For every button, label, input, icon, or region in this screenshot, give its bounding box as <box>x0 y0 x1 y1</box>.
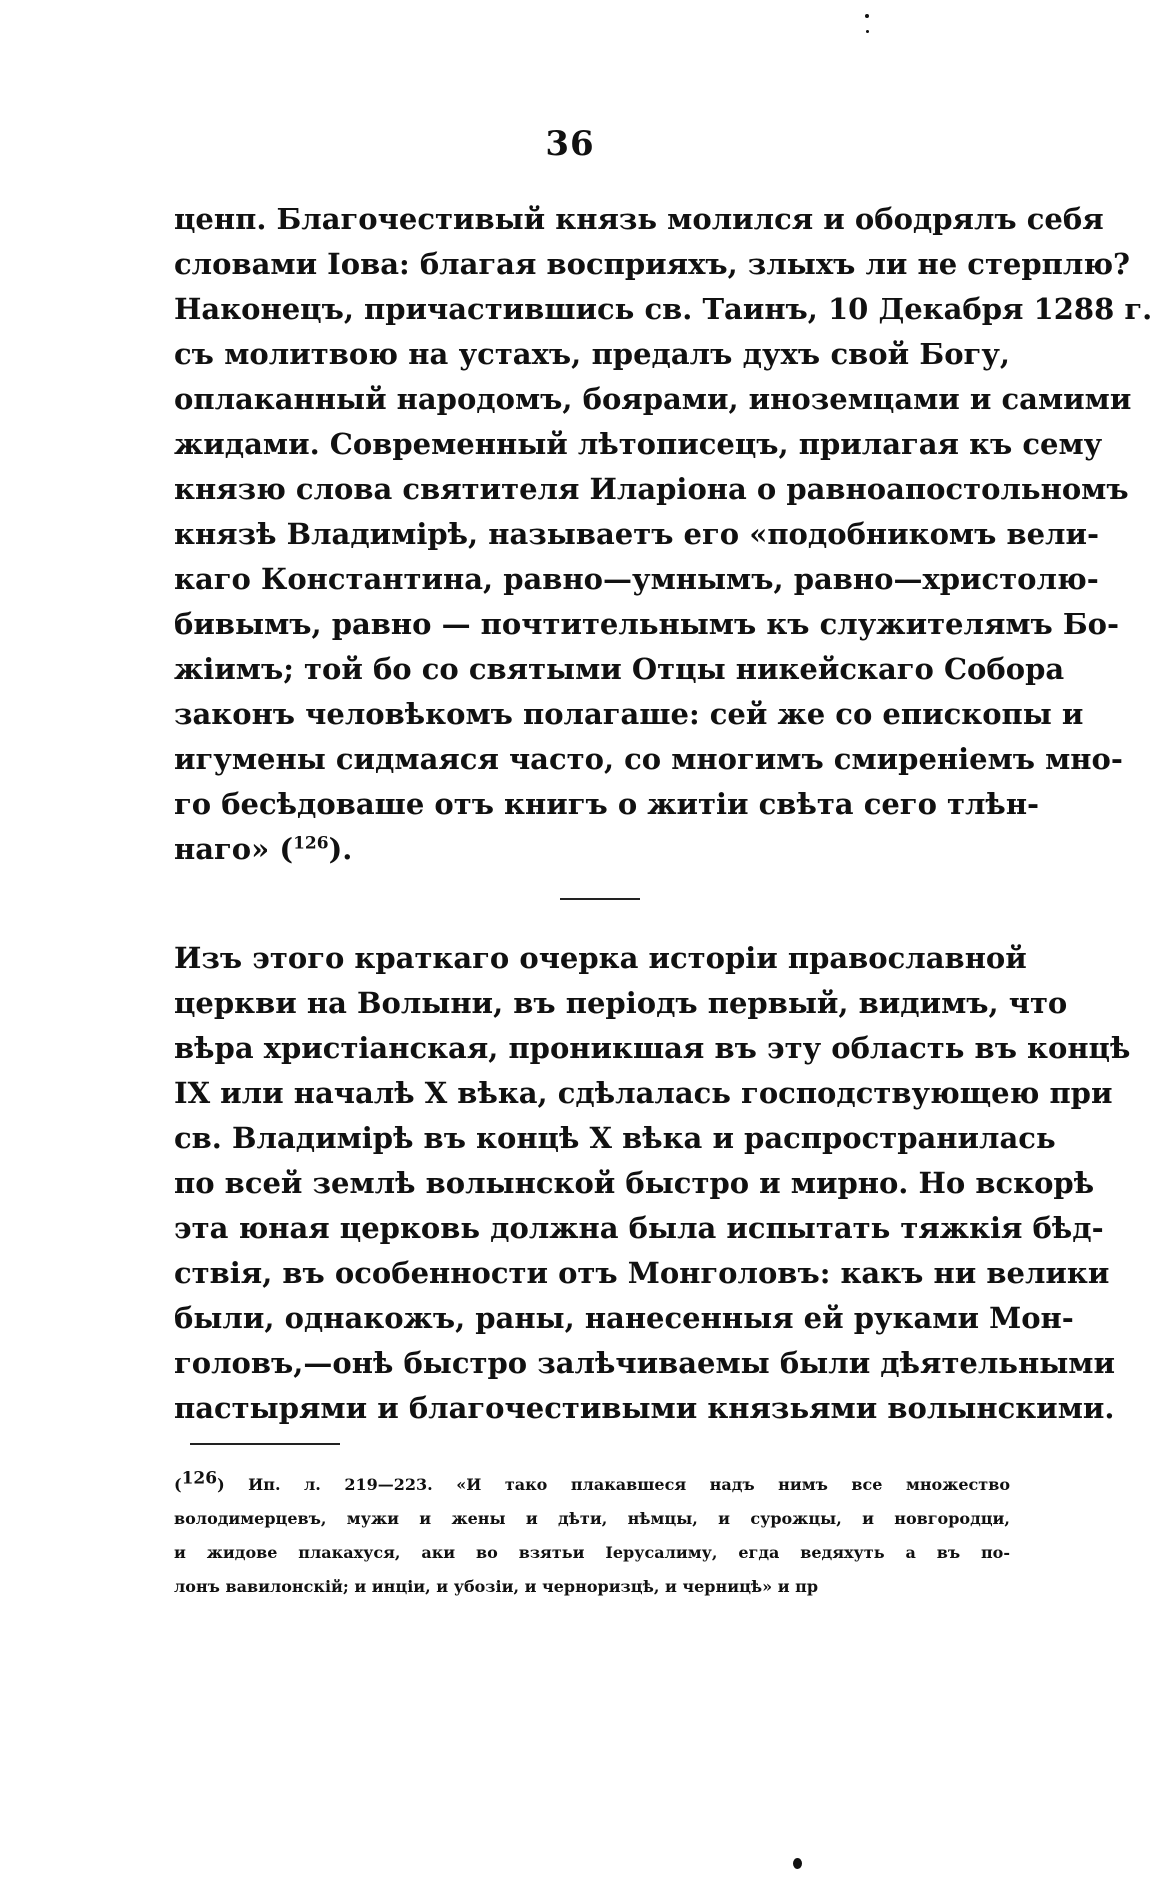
text-line: ценп. Благочестивый князь молился и ободрялъ себя <box>174 202 1104 236</box>
text-line: ствія, въ особенности отъ Монголовъ: какъ ни велики <box>174 1256 1110 1290</box>
text-line: были, однакожъ, раны, нанесенныя ей руками Мон- <box>174 1301 1074 1335</box>
last-line-end: ). <box>328 832 353 866</box>
text-line: жіимъ; той бо со святыми Отцы никейскаго Собора <box>174 652 1065 686</box>
text-line: законъ человѣкомъ полагаше: сей же со епископы и <box>174 697 1084 731</box>
scan-speck <box>793 1858 802 1869</box>
footnote-marker: (126) <box>174 1468 249 1494</box>
text-line: Изъ этого краткаго очерка исторіи православной <box>174 941 1027 975</box>
text-line: бивымъ, равно — почтительнымъ къ служителямъ Бо- <box>174 607 1120 641</box>
text-line: св. Владимірѣ въ концѣ X вѣка и распространилась <box>174 1121 1056 1155</box>
text-line: Наконецъ, причастившись св. Таинъ, 10 Декабря 1288 г. <box>174 292 1152 326</box>
text-line: вѣра христіанская, проникшая въ эту область въ концѣ <box>174 1031 1131 1065</box>
text-line: каго Константина, равно—умнымъ, равно—христолю- <box>174 562 1099 596</box>
text-line: го бесѣдоваше отъ книгъ о житіи свѣта сего тлѣн- <box>174 787 1040 821</box>
text-line: IX или началѣ X вѣка, сдѣлалась господствующею при <box>174 1076 1113 1110</box>
scan-speck <box>866 30 869 33</box>
text-line: по всей землѣ волынской быстро и мирно. Но вскорѣ <box>174 1166 1095 1200</box>
footnote <box>174 1468 1010 1604</box>
text-line-last <box>174 827 1010 872</box>
text-line: игумены сидмаяся часто, со многимъ смиреніемъ мно- <box>174 742 1123 776</box>
footnote-number: 126 <box>181 1468 218 1489</box>
footnote-reference: 126 <box>293 833 329 854</box>
text-line: жидами. Современный лѣтописецъ, прилагая къ сему <box>174 427 1103 461</box>
footnote-line: володимерцевъ, мужи и жены и дѣти, нѣмцы, и сурожцы, и новгородци, <box>174 1509 1010 1528</box>
paragraph-1 <box>174 197 1152 872</box>
text-line: князю слова святителя Иларіона о равноапостольномъ <box>174 472 1129 506</box>
text-line: съ молитвою на устахъ, предалъ духъ свой Богу, <box>174 337 1010 371</box>
footnote-line-text: Ип. л. 219—223. «И тако плакавшеся надъ нимъ все множество <box>248 1475 1011 1494</box>
footnote-rule <box>190 1443 340 1445</box>
section-separator <box>560 898 640 900</box>
text-line: словами Іова: благая восприяхъ, злыхъ ли не стерплю? <box>174 247 1131 281</box>
text-line: эта юная церковь должна была испытать тяжкія бѣд- <box>174 1211 1104 1245</box>
footnote-line: и жидове плакахуся, аки во взятьи Іерусалиму, егда ведяхуть а въ по- <box>174 1543 1010 1562</box>
text-line: князѣ Владимірѣ, называетъ его «подобникомъ вели- <box>174 517 1100 551</box>
footnote-line-last: лонъ вавилонскій; и инціи, и убозіи, и черноризцѣ, и черницѣ» и пр <box>174 1577 819 1596</box>
scan-speck <box>865 14 869 18</box>
text-line: оплаканный народомъ, боярами, иноземцами и самими <box>174 382 1132 416</box>
paragraph-2 <box>174 936 1131 1431</box>
page-number: 36 <box>545 124 595 164</box>
footnote-line <box>174 1468 1010 1502</box>
text-line: пастырями и благочестивыми князьями волынскими. <box>174 1391 1115 1425</box>
text-line: церкви на Волыни, въ періодъ первый, видимъ, что <box>174 986 1068 1020</box>
text-line: головъ,—онѣ быстро залѣчиваемы были дѣятельными <box>174 1346 1115 1380</box>
last-line-text: наго» ( <box>174 832 294 866</box>
